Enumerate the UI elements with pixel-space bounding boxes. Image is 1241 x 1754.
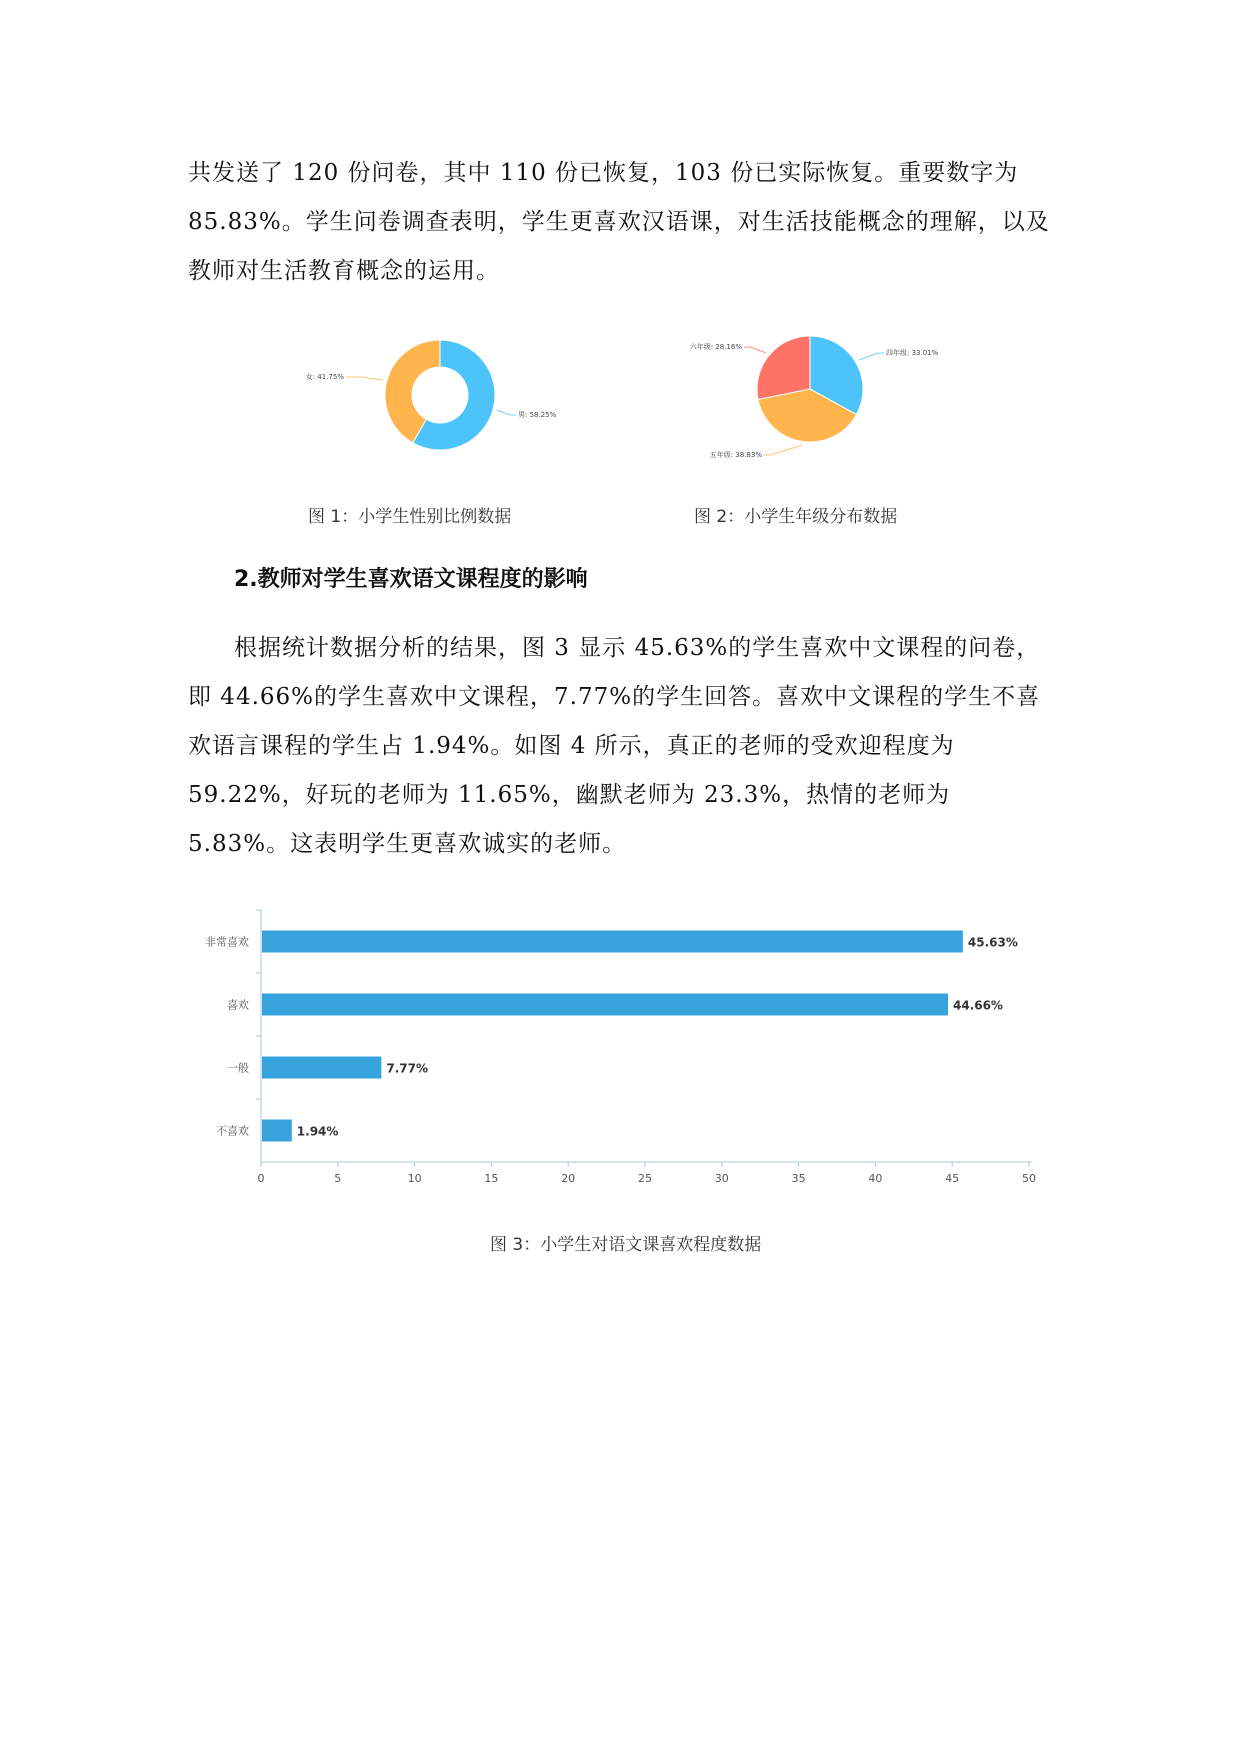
category-label: 一般: [227, 1061, 249, 1075]
bar: [262, 1057, 381, 1079]
x-tick-label: 25: [638, 1172, 652, 1185]
pie-slice: [757, 336, 810, 399]
x-tick-label: 45: [945, 1172, 960, 1185]
x-tick-label: 20: [561, 1172, 576, 1185]
section-heading: 2.教师对学生喜欢语文课程度的影响: [234, 567, 588, 592]
bar-value-label: 7.77%: [386, 1061, 428, 1076]
bar: [262, 1120, 292, 1142]
x-tick-label: 35: [791, 1172, 806, 1185]
figure-1-caption: 图 1：小学生性别比例数据: [308, 507, 512, 527]
bar-value-label: 1.94%: [296, 1124, 339, 1139]
category-label: 不喜欢: [216, 1124, 249, 1138]
x-tick-label: 50: [1022, 1172, 1036, 1185]
pie-leader-line: [346, 377, 383, 380]
bar-value-label: 45.63%: [967, 935, 1018, 950]
category-label: 喜欢: [227, 998, 249, 1012]
x-tick-label: 30: [714, 1172, 729, 1185]
x-tick-label: 5: [334, 1172, 342, 1185]
category-label: 非常喜欢: [205, 935, 249, 949]
paragraph-analysis: 根据统计数据分析的结果，图 3 显示 45.63%的学生喜欢中文课程的问卷，即 44.66%的学生喜欢中文课程，7.77%的学生回答。喜欢中文课程的学生不喜欢语言课程的学生占 1.94%。如图 4 所示，真正的老师的受欢迎程度为 59.22%，好玩的老师为 11.65%，幽默老师为 23.3%，热情的老师为 5.83%。这表明学生更喜欢诚实的老师。: [188, 635, 1041, 857]
x-tick-label: 10: [407, 1172, 422, 1185]
x-tick-label: 40: [868, 1172, 883, 1185]
gender-donut-chart: [305, 320, 560, 470]
bar: [262, 994, 948, 1016]
pie-slice-label: 五年级: 38.83%: [709, 451, 762, 459]
x-tick-label: 15: [484, 1172, 499, 1185]
figure-2-caption: 图 2：小学生年级分布数据: [694, 507, 898, 527]
figure-3-caption: 图 3：小学生对语文课喜欢程度数据: [490, 1235, 762, 1255]
pie-leader-line: [764, 445, 801, 455]
pie-leader-line: [497, 410, 516, 415]
pie-leader-line: [744, 347, 766, 353]
preference-bar-chart: [180, 885, 1040, 1195]
pie-slice-label: 男: 58.25%: [518, 411, 557, 419]
x-tick-label: 0: [257, 1172, 265, 1185]
grade-pie-chart: [689, 315, 939, 465]
pie-slice-label: 四年级: 33.01%: [886, 349, 939, 357]
bar: [262, 931, 963, 953]
pie-slice-label: 女: 41.75%: [305, 373, 344, 381]
paragraph-survey-summary: 共发送了 120 份问卷，其中 110 份已恢复，103 份已实际恢复。重要数字为 85.83%。学生问卷调查表明，学生更喜欢汉语课，对生活技能概念的理解，以及教师对生活教育概念的运用。: [188, 160, 1050, 284]
pie-leader-line: [859, 353, 884, 360]
bar-value-label: 44.66%: [952, 998, 1003, 1013]
pie-slice-label: 六年级: 28.16%: [689, 343, 742, 351]
